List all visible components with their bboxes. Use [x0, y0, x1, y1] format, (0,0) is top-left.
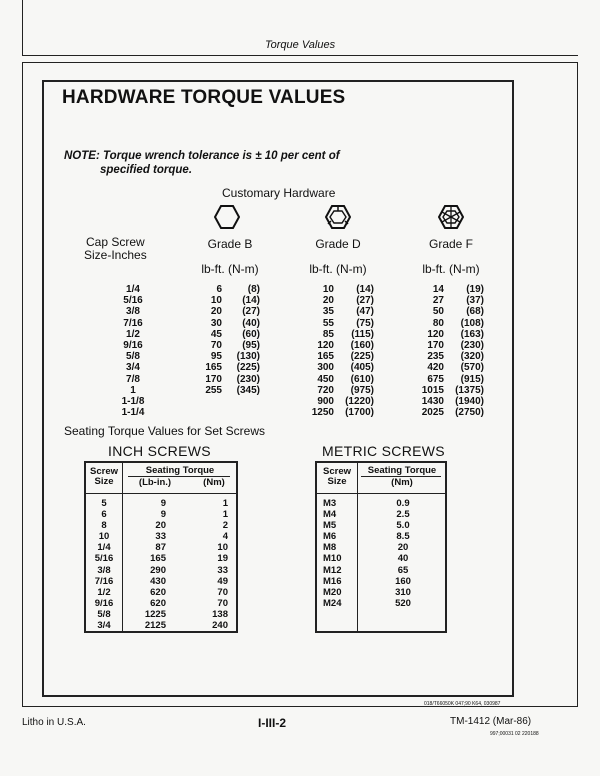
grade-b-nm-cell: (14)	[242, 295, 260, 307]
note-line-2: specified torque.	[100, 164, 193, 176]
grade-f-lbft-cell: 420	[427, 362, 444, 374]
metric-nm-cell: 40	[397, 553, 409, 565]
grade-d-lbft-cell: 55	[322, 317, 334, 329]
grade-d-lbft-cell: 450	[317, 373, 334, 385]
inch-lbin-cell: 87	[155, 542, 166, 554]
metric-header-divider	[317, 493, 445, 494]
metric-size-cell: M5	[323, 520, 337, 532]
inch-size-column	[86, 498, 122, 631]
inch-lbin-cell: 165	[150, 553, 166, 565]
grade-b-nm-cell: (8)	[247, 284, 260, 295]
inch-header-divider	[86, 493, 236, 494]
metric-column-divider	[357, 463, 358, 631]
grade-b-nm-cell: (225)	[236, 362, 260, 374]
grade-d-lbft-cell: 165	[317, 351, 334, 363]
metric-size-cell: M6	[323, 531, 337, 543]
grade-d-nm-cell: (75)	[356, 317, 374, 329]
grade-f-lbft-cell: 27	[432, 295, 444, 307]
grade-b-header: Grade B	[207, 237, 253, 251]
inch-size-cell: 3/8	[97, 564, 111, 576]
grade-d-lbft-cell: 35	[322, 306, 334, 318]
inch-lbin-cell: 430	[150, 575, 166, 587]
grade-b-lbft-cell: 45	[210, 328, 222, 340]
grade-f-lbft-cell: 1430	[421, 396, 444, 408]
grade-f-lbft-cell: 14	[432, 284, 444, 295]
grade-d-nm-cell: (1700)	[345, 407, 374, 419]
grade-d-nm-cell: (1220)	[345, 396, 374, 408]
inch-column-divider	[122, 463, 123, 631]
metric-nm-column	[361, 498, 445, 609]
grade-d-lbft-cell: 720	[317, 384, 334, 396]
grade-d-lbft-cell: 1250	[311, 407, 334, 419]
inch-lbin-cell: 290	[150, 564, 166, 576]
grade-d-lbft-cell: 120	[317, 340, 334, 352]
metric-size-label: Size	[327, 476, 347, 487]
grade-b-lbft-cell: 255	[205, 384, 222, 396]
grade-f-lbft-cell: 50	[432, 306, 444, 318]
grade-b-nm-cell: (230)	[236, 373, 260, 385]
inch-lbin-cell: 2125	[144, 620, 166, 632]
inch-nm-cell: 70	[217, 597, 228, 609]
inch-seating-header: Seating Torque	[145, 465, 215, 476]
cap-size-cell: 3/4	[126, 362, 140, 374]
metric-size-cell: M16	[323, 575, 342, 587]
grade-f-nm-cell: (19)	[466, 284, 484, 295]
cap-size-cell: 9/16	[123, 340, 143, 352]
grade-f-nm-cell: (570)	[460, 362, 484, 374]
grade-b-nm-cell: (27)	[242, 306, 260, 318]
hexagon-six-marks-icon	[438, 204, 464, 230]
grade-b-units: lb-ft. (N-m)	[201, 262, 259, 276]
metric-nm-cell: 310	[395, 586, 411, 598]
metric-size-header	[317, 467, 357, 487]
metric-size-cell: M4	[323, 509, 337, 521]
grade-f-lbft-cell: 80	[432, 317, 444, 329]
cap-size-cell: 7/8	[126, 373, 140, 385]
inch-size-label: Size	[94, 476, 114, 487]
seating-torque-title: Seating Torque Values for Set Screws	[64, 424, 265, 438]
metric-nm-cell: 5.0	[396, 520, 410, 532]
grade-d-nm-cell: (610)	[350, 373, 374, 385]
metric-nm-cell: 160	[395, 575, 411, 587]
grade-f-nm-cell: (320)	[460, 351, 484, 363]
grade-d-nm-cell: (47)	[356, 306, 374, 318]
metric-size-cell: M12	[323, 564, 342, 576]
metric-size-cell: M3	[323, 498, 337, 509]
hexagon-three-marks-icon	[325, 204, 351, 230]
metric-nm-cell: 520	[395, 597, 411, 609]
grade-d-nm-cell: (115)	[351, 328, 374, 340]
inch-nm-cell: 1	[222, 509, 228, 521]
cap-size-cell: 7/16	[123, 317, 143, 329]
cap-screw-label: Cap Screw	[86, 235, 145, 249]
inch-size-cell: 8	[101, 520, 107, 532]
inch-nm-column	[196, 498, 228, 631]
grade-f-nm-cell: (68)	[466, 306, 484, 318]
metric-nm-cell: 0.9	[396, 498, 410, 509]
inch-nm-cell: 240	[212, 620, 228, 632]
grade-f-nm-cell: (230)	[460, 340, 484, 352]
inch-nm-cell: 1	[222, 498, 228, 509]
footer-litho: Litho in U.S.A.	[22, 717, 86, 728]
cap-size-column	[118, 284, 148, 418]
grade-b-nm-cell: (95)	[242, 340, 260, 352]
hexagon-plain-icon	[214, 204, 240, 230]
grade-f-lbft-cell: 2025	[421, 407, 444, 419]
inch-lbin-cell: 33	[155, 531, 166, 543]
grade-b-lbft-cell: 20	[210, 306, 222, 318]
inch-size-cell: 9/16	[94, 597, 114, 609]
inch-nm-cell: 49	[217, 575, 228, 587]
inch-nm-cell: 4	[222, 531, 228, 543]
footer-manual-id: TM-1412 (Mar-86)	[450, 716, 532, 727]
inch-lbin-cell: 9	[160, 498, 166, 509]
grade-d-header: Grade D	[315, 237, 361, 251]
grade-d-lbft-cell: 900	[317, 396, 334, 408]
inch-size-cell: 6	[101, 509, 107, 521]
grade-b-lbft-cell: 70	[210, 340, 222, 352]
inch-size-cell: 5	[101, 498, 107, 509]
metric-size-column	[323, 498, 357, 609]
grade-f-lbft-cell: 235	[427, 351, 444, 363]
footer-small-code: 997;00031 02 220188	[490, 731, 539, 737]
inch-screws-table	[84, 461, 238, 633]
metric-nm-cell: 65	[397, 564, 409, 576]
note-line-1: NOTE: Torque wrench tolerance is ± 10 per cent of	[64, 150, 340, 162]
grade-f-header: Grade F	[428, 237, 473, 251]
metric-seating-header: Seating Torque	[367, 465, 437, 476]
grade-f-lbft-cell: 1015	[421, 384, 444, 396]
grade-f-nm-column	[446, 284, 484, 418]
grade-b-lbft-cell: 170	[205, 373, 222, 385]
grade-d-nm-cell: (975)	[350, 384, 374, 396]
inch-lbin-column	[132, 498, 166, 631]
grade-d-nm-cell: (160)	[350, 340, 374, 352]
grade-d-nm-cell: (225)	[350, 351, 374, 363]
grade-f-lbft-column	[414, 284, 444, 418]
grade-d-lbft-cell: 300	[317, 362, 334, 374]
metric-screws-title: METRIC SCREWS	[322, 443, 445, 459]
inch-size-cell: 3/4	[97, 620, 111, 632]
inch-lbin-cell: 1225	[144, 608, 166, 620]
cap-size-cell: 3/8	[126, 306, 140, 318]
grade-f-nm-cell: (108)	[460, 317, 484, 329]
cap-size-cell: 1/2	[126, 328, 140, 340]
inch-size-header	[86, 467, 122, 487]
inch-nm-cell: 138	[212, 608, 228, 620]
grade-f-units: lb-ft. (N-m)	[422, 262, 480, 276]
inch-size-cell: 1/4	[97, 542, 111, 554]
metric-nm-cell: 8.5	[396, 531, 410, 543]
metric-nm-cell: 2.5	[396, 509, 410, 521]
inch-nm-cell: 10	[217, 542, 228, 554]
grade-d-nm-cell: (27)	[356, 295, 374, 307]
grade-b-lbft-cell: 30	[210, 317, 222, 329]
size-inches-label: Size-Inches	[84, 248, 147, 262]
inch-nm-cell: 19	[217, 553, 228, 565]
grade-d-lbft-cell: 20	[322, 295, 334, 307]
cap-size-cell: 1/4	[126, 284, 140, 295]
inch-size-cell: 7/16	[94, 575, 114, 587]
grade-b-lbft-cell: 95	[210, 351, 222, 363]
page-header: Torque Values	[264, 39, 336, 51]
cap-size-cell: 5/16	[123, 295, 143, 307]
grade-b-lbft-column	[196, 284, 222, 396]
grade-b-lbft-cell: 10	[210, 295, 222, 307]
grade-b-nm-cell: (60)	[242, 328, 260, 340]
grade-f-nm-cell: (2750)	[455, 407, 484, 419]
inch-nm-header: (Nm)	[203, 477, 225, 488]
cap-size-cell: 1	[130, 384, 136, 396]
grade-d-nm-cell: (14)	[356, 284, 374, 295]
reference-code: 018/T66050K 047;90 K64, 030987	[424, 701, 501, 707]
grade-d-nm-column	[336, 284, 374, 418]
grade-d-units: lb-ft. (N-m)	[309, 262, 367, 276]
grade-d-nm-cell: (405)	[350, 362, 374, 374]
grade-f-nm-cell: (163)	[460, 328, 484, 340]
metric-size-cell: M8	[323, 542, 337, 554]
grade-b-lbft-cell: 165	[205, 362, 222, 374]
metric-screw-label: Screw	[323, 466, 351, 477]
header-rule	[22, 55, 578, 56]
grade-d-lbft-column	[304, 284, 334, 418]
footer-page-number: I-III-2	[258, 716, 287, 730]
inch-nm-cell: 33	[217, 564, 228, 576]
inch-lbin-cell: 20	[155, 520, 166, 532]
grade-f-nm-cell: (915)	[460, 373, 484, 385]
inch-lbin-cell: 9	[160, 509, 166, 521]
inch-lbin-header: (Lb-in.)	[138, 477, 172, 488]
inch-size-cell: 1/2	[97, 586, 111, 598]
grade-d-lbft-cell: 85	[322, 328, 334, 340]
inch-size-cell: 5/8	[97, 608, 111, 620]
inch-nm-cell: 2	[222, 520, 228, 532]
metric-size-cell: M24	[323, 597, 342, 609]
grade-b-nm-cell: (40)	[242, 317, 260, 329]
grade-b-lbft-cell: 6	[216, 284, 222, 295]
grade-f-lbft-cell: 675	[427, 373, 444, 385]
metric-nm-cell: 20	[397, 542, 409, 554]
inch-size-cell: 5/16	[94, 553, 114, 565]
customary-hardware-label: Customary Hardware	[222, 186, 336, 200]
metric-screws-table	[315, 461, 447, 633]
grade-f-nm-cell: (1940)	[455, 396, 484, 408]
cap-size-cell: 1-1/8	[121, 396, 145, 408]
inch-nm-cell: 70	[217, 586, 228, 598]
inch-lbin-cell: 620	[150, 586, 166, 598]
note-text	[64, 149, 340, 177]
grade-f-lbft-cell: 170	[427, 340, 444, 352]
metric-size-cell: M10	[323, 553, 342, 565]
metric-size-cell: M20	[323, 586, 342, 598]
inch-screw-label: Screw	[90, 466, 118, 477]
grade-b-nm-cell: (130)	[236, 351, 260, 363]
inch-size-cell: 10	[98, 531, 110, 543]
grade-b-nm-column	[226, 284, 260, 396]
metric-nm-header: (Nm)	[391, 477, 413, 488]
cap-size-cell: 5/8	[126, 351, 140, 363]
grade-b-nm-cell: (345)	[236, 384, 260, 396]
grade-f-nm-cell: (1375)	[455, 384, 484, 396]
cap-size-cell: 1-1/4	[121, 407, 145, 419]
grade-f-nm-cell: (37)	[466, 295, 484, 307]
grade-f-lbft-cell: 120	[427, 328, 444, 340]
grade-d-lbft-cell: 10	[322, 284, 334, 295]
cap-screw-header	[84, 236, 147, 262]
inch-screws-title: INCH SCREWS	[108, 443, 211, 459]
inch-lbin-cell: 620	[150, 597, 166, 609]
page-title: HARDWARE TORQUE VALUES	[62, 87, 346, 108]
